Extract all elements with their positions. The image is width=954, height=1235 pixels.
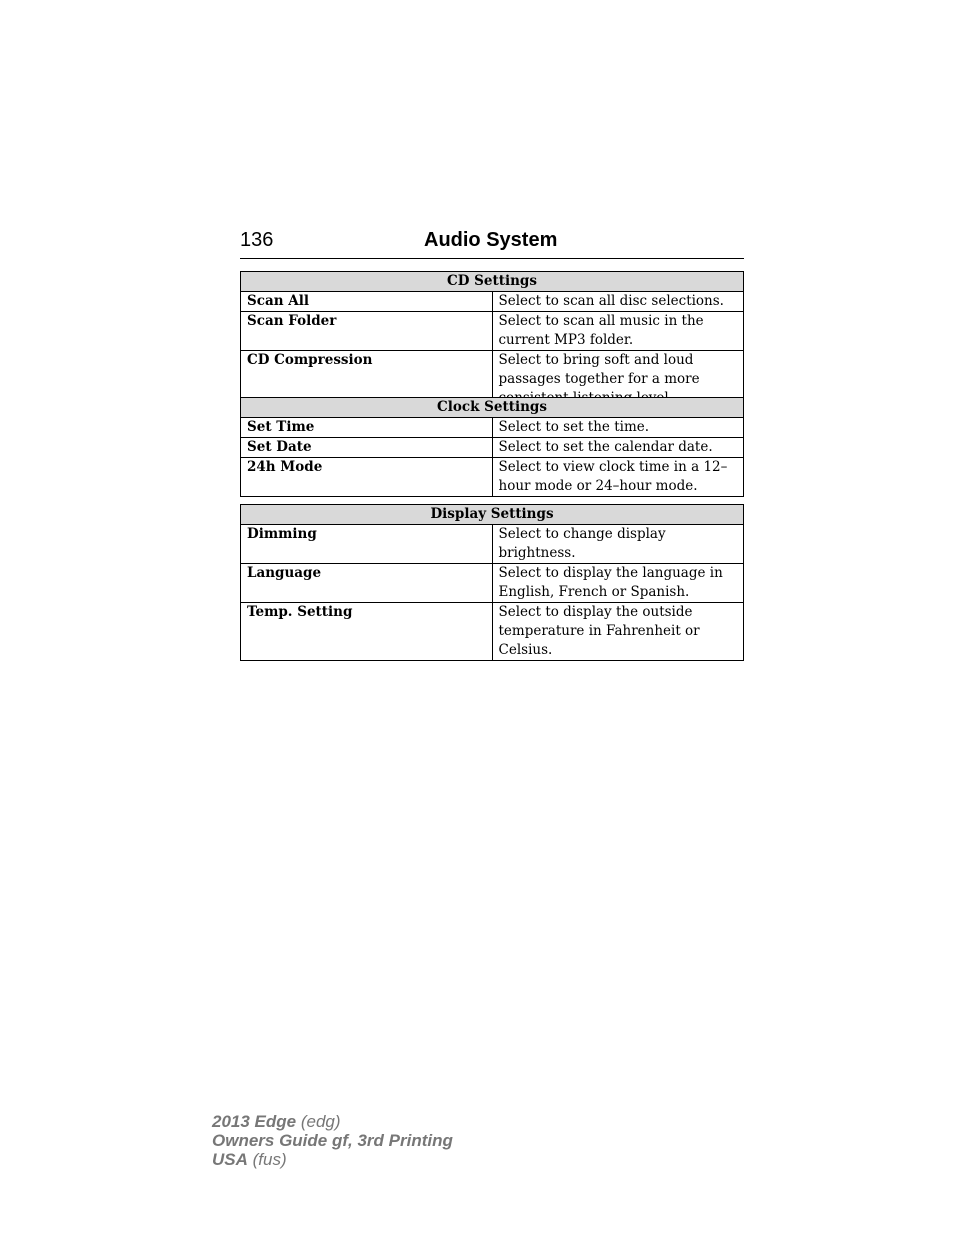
setting-term: Dimming xyxy=(241,525,493,564)
setting-description: Select to set the time. xyxy=(492,418,744,438)
footer-line-model xyxy=(212,1112,453,1131)
document-footer xyxy=(212,1112,453,1169)
section-title: Audio System xyxy=(424,229,558,251)
setting-term: 24h Mode xyxy=(241,458,493,497)
setting-description: Select to change display brightness. xyxy=(492,525,744,564)
setting-term: Language xyxy=(241,564,493,603)
footer-line-guide xyxy=(212,1131,453,1150)
page-number: 136 xyxy=(240,229,274,251)
setting-description: Select to scan all music in the current MP3 folder. xyxy=(492,312,744,351)
footer-region-code: (fus) xyxy=(247,1150,287,1169)
setting-term: Set Time xyxy=(241,418,493,438)
table-row xyxy=(241,312,744,351)
footer-line-region xyxy=(212,1150,453,1169)
page-header xyxy=(240,226,744,259)
setting-term: Scan Folder xyxy=(241,312,493,351)
footer-region: USA xyxy=(212,1150,248,1169)
table-row xyxy=(241,458,744,497)
cd-settings-table xyxy=(240,271,744,409)
setting-description: Select to view clock time in a 12–hour mode or 24–hour mode. xyxy=(492,458,744,497)
table-row xyxy=(241,564,744,603)
setting-description: Select to display the language in English, French or Spanish. xyxy=(492,564,744,603)
table-row xyxy=(241,418,744,438)
footer-model: 2013 Edge xyxy=(212,1112,297,1131)
footer-model-code: (edg) xyxy=(296,1112,341,1131)
table-row xyxy=(241,525,744,564)
display-settings-table xyxy=(240,504,744,661)
table-row xyxy=(241,292,744,312)
setting-term: Set Date xyxy=(241,438,493,458)
setting-description: Select to display the outside temperature in Fahrenheit or Celsius. xyxy=(492,603,744,661)
clock-settings-table xyxy=(240,397,744,497)
footer-guide: Owners Guide gf, 3rd Printing xyxy=(212,1131,453,1150)
setting-description: Select to scan all disc selections. xyxy=(492,292,744,312)
table-heading: Display Settings xyxy=(241,505,744,525)
setting-term: CD Compression xyxy=(241,351,493,409)
setting-description: Select to set the calendar date. xyxy=(492,438,744,458)
table-heading: Clock Settings xyxy=(241,398,744,418)
table-row xyxy=(241,603,744,661)
setting-description: Select to bring soft and loud passages together for a more xyxy=(492,351,744,409)
setting-term: Scan All xyxy=(241,292,493,312)
table-row xyxy=(241,438,744,458)
table-heading: CD Settings xyxy=(241,272,744,292)
setting-term: Temp. Setting xyxy=(241,603,493,661)
